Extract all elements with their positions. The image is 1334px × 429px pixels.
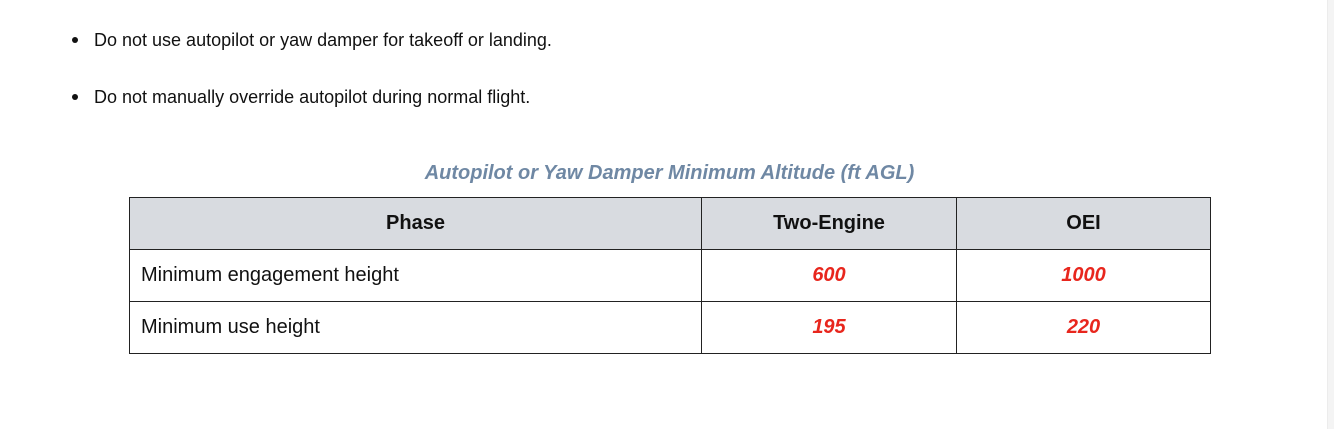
two-engine-value: 195: [702, 302, 957, 354]
restrictions-list: [72, 28, 552, 142]
two-engine-value: 600: [702, 250, 957, 302]
column-header-oei: OEI: [957, 198, 1211, 250]
table-caption: Autopilot or Yaw Damper Minimum Altitude (ft AGL): [424, 162, 915, 184]
oei-value: 1000: [957, 250, 1211, 302]
minimum-altitude-table: [129, 197, 1211, 354]
bullet-icon: [72, 94, 78, 100]
bullet-icon: [72, 37, 78, 43]
oei-value: 220: [957, 302, 1211, 354]
list-item: [72, 28, 552, 52]
column-header-phase: Phase: [130, 198, 702, 250]
list-item-text: Do not use autopilot or yaw damper for takeoff or landing.: [94, 30, 552, 50]
scrollbar-track[interactable]: [1327, 0, 1334, 429]
list-item-text: Do not manually override autopilot during normal flight.: [94, 87, 531, 107]
table-header-row: [130, 198, 1211, 250]
table-row: [130, 302, 1211, 354]
phase-cell: Minimum use height: [130, 302, 702, 354]
phase-cell: Minimum engagement height: [130, 250, 702, 302]
list-item: [72, 85, 552, 109]
table-row: [130, 250, 1211, 302]
column-header-two-engine: Two-Engine: [702, 198, 957, 250]
